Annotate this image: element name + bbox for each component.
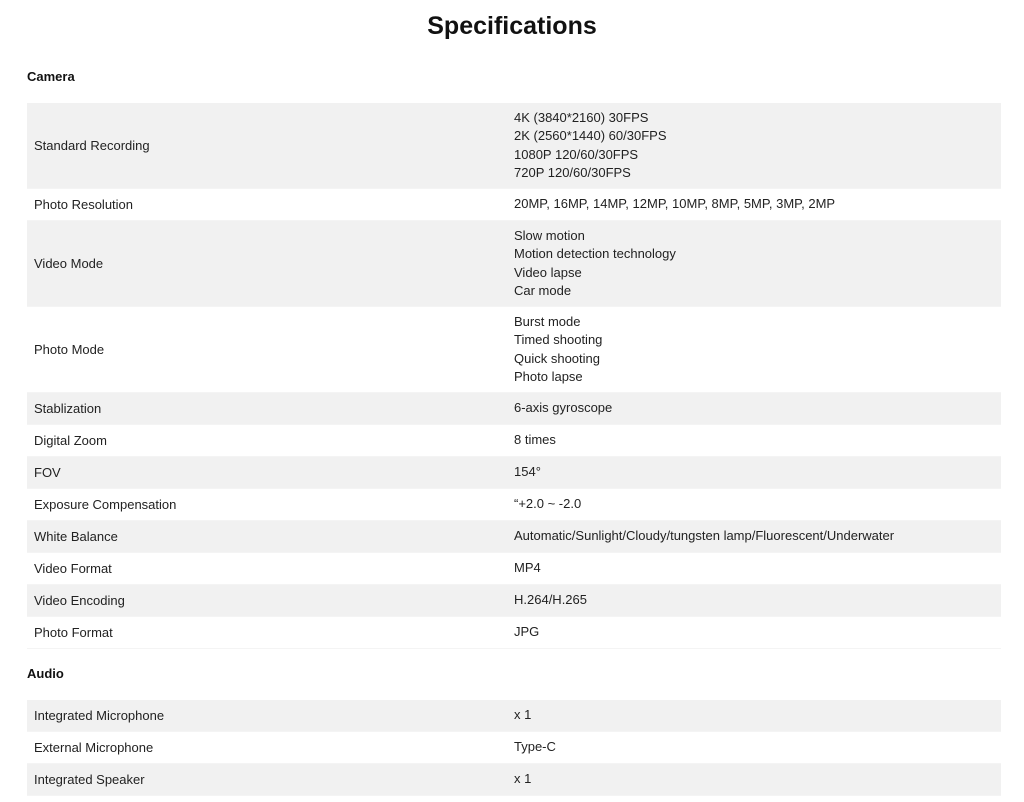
spec-label: White Balance [34,528,118,544]
spec-row [27,457,1001,489]
spec-value: Burst mode [514,314,581,330]
spec-value: 8 times [514,432,556,448]
spec-value: Video lapse [514,264,582,280]
spec-value: Photo lapse [514,368,583,384]
spec-values [514,109,1001,182]
spec-value: 2K (2560*1440) 60/30FPS [514,128,667,144]
spec-label: Video Format [34,560,112,576]
spec-label: Photo Resolution [34,196,134,212]
spec-values [514,623,1001,641]
page-title: Specifications [427,12,597,40]
spec-row [27,732,1001,764]
spec-label: Video Encoding [34,592,125,608]
camera-spec-table [27,103,1001,649]
spec-values [514,399,1001,417]
spec-value: “+2.0 ~ -2.0 [514,496,582,512]
spec-label: Exposure Compensation [34,496,177,512]
spec-value: x 1 [514,707,532,723]
spec-value: Automatic/Sunlight/Cloudy/tungsten lamp/Fluorescent/Underwater [514,528,895,544]
spec-values [514,463,1001,481]
audio-section-heading: Audio [27,666,64,681]
spec-value: Slow motion [514,228,585,244]
spec-label: Stablization [34,400,102,416]
spec-value: Motion detection technology [514,246,676,262]
spec-row [27,764,1001,796]
spec-value: 154° [514,464,541,480]
spec-row [27,489,1001,521]
spec-values [514,770,1001,788]
spec-row [27,617,1001,649]
spec-row [27,553,1001,585]
spec-row [27,521,1001,553]
spec-label: Integrated Microphone [34,707,165,723]
spec-value: Timed shooting [514,332,603,348]
spec-row [27,425,1001,457]
spec-value: JPG [514,624,540,640]
spec-value: 20MP, 16MP, 14MP, 12MP, 10MP, 8MP, 5MP, 3MP, 2MP [514,196,836,212]
spec-value: 4K (3840*2160) 30FPS [514,110,649,126]
spec-label: Digital Zoom [34,432,107,448]
spec-value: MP4 [514,560,541,576]
spec-row [27,585,1001,617]
spec-values [514,431,1001,449]
spec-label: Integrated Speaker [34,771,145,787]
spec-row [27,103,1001,189]
spec-values [514,706,1001,724]
spec-values [514,495,1001,513]
camera-section-heading: Camera [27,69,75,84]
spec-value: 1080P 120/60/30FPS [514,146,639,162]
spec-values [514,591,1001,609]
spec-row [27,393,1001,425]
spec-values [514,559,1001,577]
spec-row [27,700,1001,732]
spec-values [514,195,1001,213]
spec-values [514,313,1001,386]
spec-row [27,221,1001,307]
spec-value: H.264/H.265 [514,592,587,608]
spec-value: Quick shooting [514,350,600,366]
spec-label: Standard Recording [34,137,150,153]
spec-label: FOV [34,464,61,480]
spec-value: 720P 120/60/30FPS [514,164,631,180]
spec-values [514,738,1001,756]
spec-label: Video Mode [34,255,104,271]
spec-value: x 1 [514,771,532,787]
audio-spec-table [27,700,1001,796]
spec-label: External Microphone [34,739,154,755]
spec-label: Photo Mode [34,341,105,357]
spec-values [514,227,1001,300]
spec-value: 6-axis gyroscope [514,400,613,416]
spec-values [514,527,1001,545]
spec-row [27,189,1001,221]
spec-value: Car mode [514,282,572,298]
spec-value: Type-C [514,739,556,755]
spec-row [27,307,1001,393]
spec-label: Photo Format [34,624,113,640]
